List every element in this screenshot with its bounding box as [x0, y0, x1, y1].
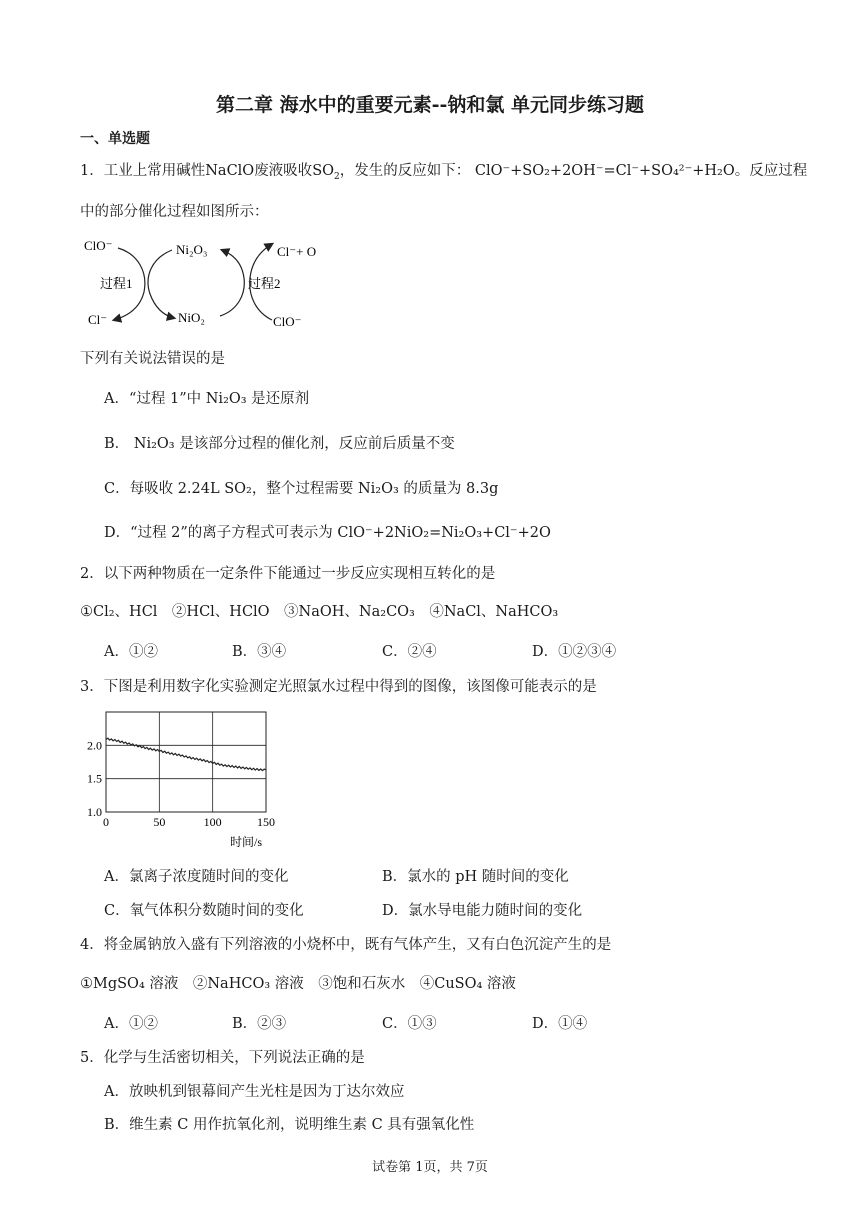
- arrow-nio2-to-ni2o3: [220, 250, 244, 316]
- q1-option-c: C．每吸收 2.24L SO₂，整个过程需要 Ni₂O₃ 的质量为 8.3g: [104, 481, 499, 497]
- diagram-nio2: NiO₂: [178, 310, 205, 325]
- q1-option-b: B． Ni₂O₃ 是该部分过程的催化剂，反应前后质量不变: [104, 436, 455, 452]
- q4-option-c: C．①③: [382, 1016, 437, 1032]
- q4-stem: 4．将金属钠放入盛有下列溶液的小烧杯中，既有气体产生，又有白色沉淀产生的是: [80, 937, 612, 953]
- grid-lines: [106, 712, 266, 812]
- q4-items: ①MgSO₄ 溶液 ②NaHCO₃ 溶液 ③饱和石灰水 ④CuSO₄ 溶液: [80, 976, 516, 992]
- diagram-cl-o: Cl⁻+ O: [277, 244, 317, 259]
- page-title: 第二章 海水中的重要元素--钠和氯 单元同步练习题: [215, 94, 644, 116]
- diagram-ni2o3: Ni₂O₃: [176, 242, 208, 257]
- q5-stem: 5．化学与生活密切相关，下列说法正确的是: [80, 1050, 365, 1066]
- section-heading: 一、单选题: [80, 131, 150, 147]
- q1-question: 下列有关说法错误的是: [80, 351, 225, 367]
- x-tick-label: 50: [153, 815, 166, 829]
- q2-option-d: D．①②③④: [532, 644, 617, 660]
- x-axis-label: 时间/s: [229, 835, 263, 849]
- q2-option-b: B．③④: [232, 644, 287, 660]
- y-tick-label: 1.0: [87, 805, 102, 819]
- arrow-ni2o3-to-nio2: [148, 250, 174, 318]
- catalytic-cycle-diagram: [80, 232, 340, 332]
- x-tick-label: 0: [103, 815, 109, 829]
- q5-option-b: B．维生素 C 用作抗氧化剂，说明维生素 C 具有强氧化性: [104, 1117, 475, 1133]
- x-tick-label: 100: [203, 815, 222, 829]
- axis-ticks: [87, 738, 275, 829]
- diagram-clo-top-left: ClO⁻: [84, 238, 113, 253]
- q1-option-d: D．“过程 2”的离子方程式可表示为 ClO⁻+2NiO₂=Ni₂O₃+Cl⁻+2O: [104, 525, 551, 541]
- q3-option-a: A．氯离子浓度随时间的变化: [104, 869, 289, 885]
- diagram-process1: 过程1: [100, 276, 133, 291]
- q3-option-d: D．氯水导电能力随时间的变化: [382, 903, 583, 919]
- diagram-cl-bottom-left: Cl⁻: [88, 312, 108, 327]
- q1-equation: ClO⁻+SO₂+2OH⁻=Cl⁻+SO₄²⁻+H₂O: [474, 163, 735, 179]
- q5-option-a: A．放映机到银幕间产生光柱是因为丁达尔效应: [104, 1084, 405, 1100]
- q1-option-a: A．“过程 1”中 Ni₂O₃ 是还原剂: [104, 391, 310, 407]
- q3-option-c: C．氧气体积分数随时间的变化: [104, 903, 304, 919]
- q3-line-chart: [76, 706, 276, 852]
- q1-stem-line2: 中的部分催化过程如图所示：: [80, 204, 269, 220]
- diagram-clo-bottom-right: ClO⁻: [273, 314, 302, 329]
- q1-stem-line1: 1．工业上常用碱性NaClO废液吸收$SO_2$，发生的反应如下： ClO⁻+SO₂+2OH⁻=Cl⁻+SO₄²⁻+H₂O。反应过程: [80, 163, 808, 182]
- x-tick-label: 150: [257, 815, 275, 829]
- q4-option-d: D．①④: [532, 1016, 588, 1032]
- series-line: [106, 738, 266, 770]
- q3-stem: 3．下图是利用数字化实验测定光照氯水过程中得到的图像，该图像可能表示的是: [80, 679, 597, 695]
- y-tick-label: 1.5: [87, 771, 102, 786]
- y-tick-label: 2.0: [87, 738, 102, 753]
- page-footer: 试卷第 1页，共 7页: [372, 1160, 488, 1175]
- q2-items: ①Cl₂、HCl ②HCl、HClO ③NaOH、Na₂CO₃ ④NaCl、NaHCO₃: [80, 604, 559, 620]
- q4-option-b: B．②③: [232, 1016, 287, 1032]
- q2-stem: 2．以下两种物质在一定条件下能通过一步反应实现相互转化的是: [80, 566, 496, 582]
- diagram-process2: 过程2: [248, 276, 281, 291]
- q2-option-c: C．②④: [382, 644, 437, 660]
- q2-option-a: A．①②: [104, 644, 158, 660]
- plot-frame: [106, 712, 266, 812]
- q3-option-b: B．氯水的 pH 随时间的变化: [382, 869, 569, 885]
- q4-option-a: A．①②: [104, 1016, 158, 1032]
